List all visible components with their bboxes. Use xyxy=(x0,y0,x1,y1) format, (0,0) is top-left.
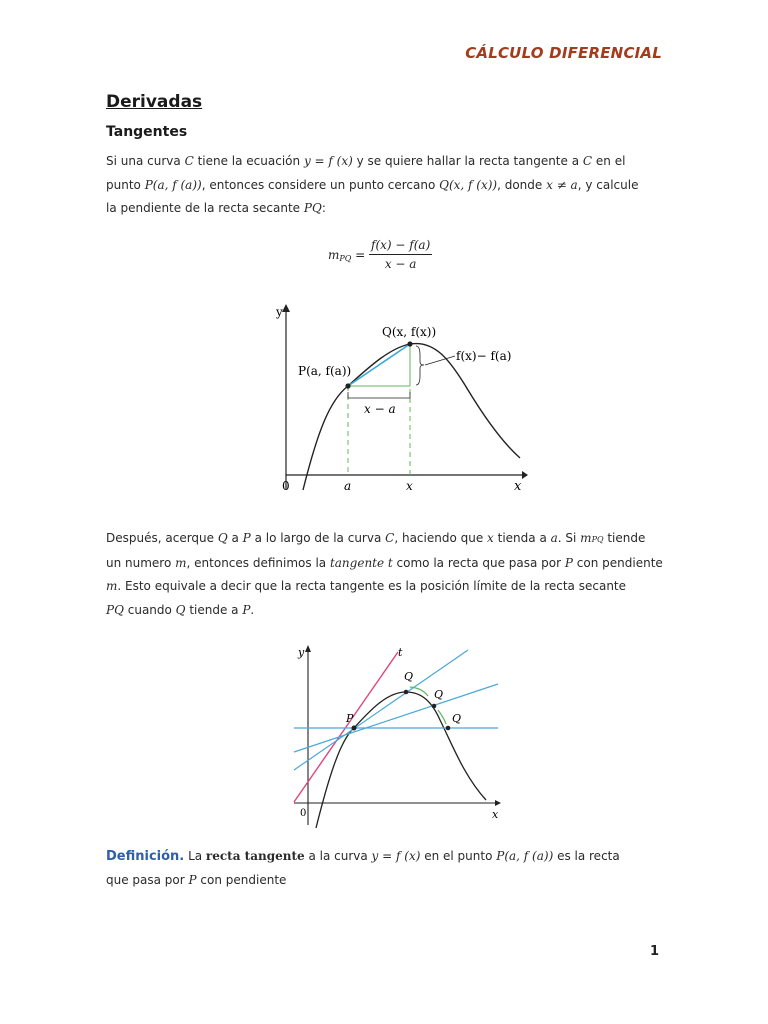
page-header: CÁLCULO DIFERENCIAL xyxy=(465,44,662,62)
point-P xyxy=(345,383,350,388)
secant-line-1 xyxy=(294,650,468,770)
x-axis-label: x xyxy=(514,479,522,494)
tangent-label: t xyxy=(398,646,403,659)
point-Q xyxy=(407,341,412,346)
origin-label: 0 xyxy=(300,808,307,819)
Q-label-2: Q xyxy=(434,688,444,701)
P-label: P xyxy=(346,712,354,725)
Q-label-1: Q xyxy=(404,670,414,683)
point-Q1 xyxy=(404,690,409,695)
x-axis-label: x xyxy=(492,808,499,821)
subsection-title: Tangentes xyxy=(106,124,188,140)
a-tick-label: a xyxy=(344,479,352,493)
point-Q3 xyxy=(446,726,451,731)
section-title: Derivadas xyxy=(106,92,203,112)
secant-slope-formula: m PQ = $\frac{f(x) - f(a)}{x - a}$ xyxy=(328,238,431,271)
definition-paragraph: Definición. La recta tangente a la curva y = f (x) en el punto P(a, f (a)) es la recta que pasa por P con pendiente xyxy=(106,849,620,887)
x-axis-arrow xyxy=(522,471,528,479)
P-label: P(a, f(a)) xyxy=(298,364,352,378)
page-number: 1 xyxy=(650,944,660,959)
paragraph-intro: Si una curva C tiene la ecuación y = f (x) y se quiere hallar la recta tangente a C en el punto P(a, f (a)), entonces considere un punto cercano Q(x, f (x)), donde x ≠ a, y calcule la pendiente de la recta secante PQ: xyxy=(106,154,639,215)
y-axis-label: y xyxy=(276,305,283,319)
y-axis-arrow xyxy=(305,645,311,652)
y-axis-arrow xyxy=(282,304,290,312)
secant-figure xyxy=(270,300,530,500)
tangent-limit-figure xyxy=(288,640,508,830)
point-P xyxy=(352,726,357,731)
difference-label: f(x)− f(a) xyxy=(456,349,512,363)
dx-label: x − a xyxy=(364,402,396,416)
dx-bracket xyxy=(348,392,410,398)
dy-brace xyxy=(416,346,424,385)
y-axis-label: y xyxy=(298,646,305,659)
paragraph-limit: Después, acerque Q a P a lo largo de la curva C, haciendo que x tienda a a. Si mPQ tiende un numero m, entonces definimos la tangente t como la recta que pasa por P con pendiente m. Esto equivale a decir que la recta tangente es la posición límite de la recta secante PQ cuando Q tiende a P. xyxy=(106,531,663,617)
x-axis-arrow xyxy=(495,800,501,806)
Q-label: Q(x, f(x)) xyxy=(382,325,437,339)
secant-line xyxy=(348,344,410,386)
x-tick-label: x xyxy=(406,479,413,493)
definition-title: Definición. xyxy=(106,849,185,864)
point-Q2 xyxy=(432,704,437,709)
Q-label-3: Q xyxy=(452,712,462,725)
origin-label: 0 xyxy=(282,479,290,493)
tangent-line xyxy=(294,652,398,802)
